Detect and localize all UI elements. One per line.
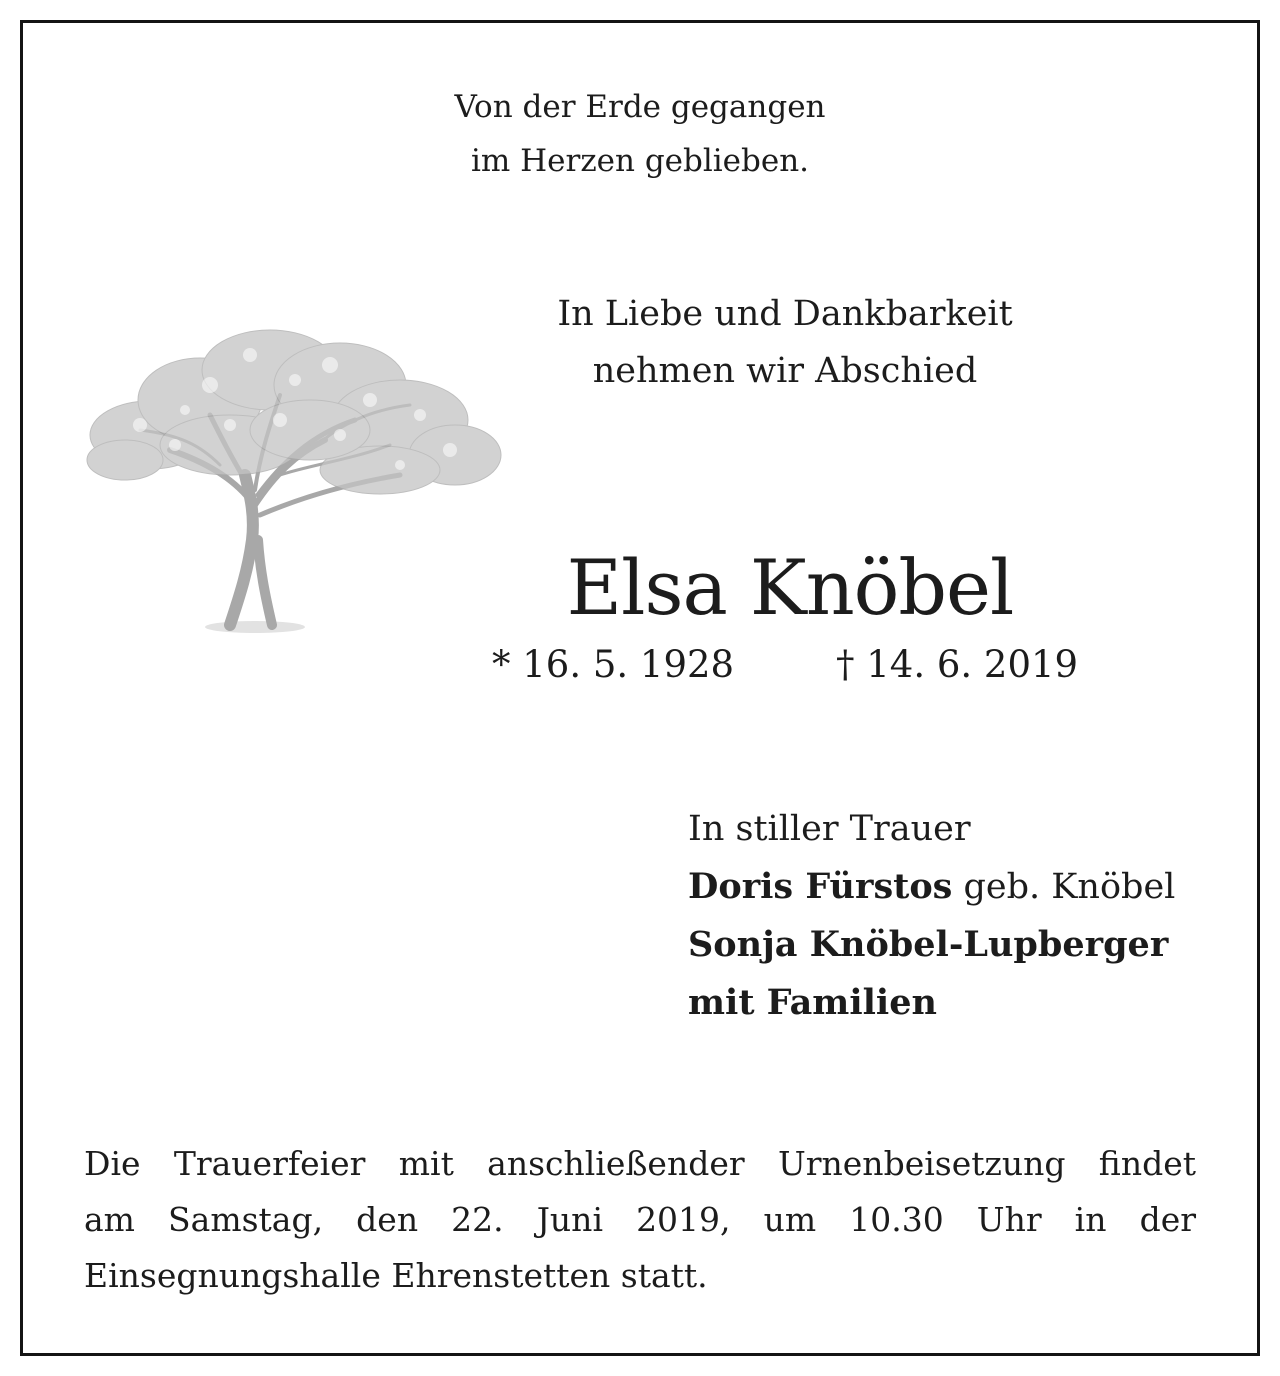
- ceremony-line-3: Einsegnungshalle Ehrenstetten statt.: [84, 1256, 708, 1295]
- mourners-block: [688, 800, 1175, 1032]
- mourner-2: Sonja Knöbel-Lupberger: [688, 924, 1169, 965]
- farewell-intro: [500, 286, 1070, 400]
- intro-line-2: nehmen wir Abschied: [592, 351, 978, 391]
- motto-line-1: Von der Erde gegangen: [454, 89, 826, 125]
- death-date: † 14. 6. 2019: [836, 643, 1079, 686]
- birth-date: * 16. 5. 1928: [492, 643, 735, 686]
- ceremony-notice: [84, 1136, 1196, 1304]
- ceremony-line-1: Die Trauerfeier mit anschließender Urnenbeisetzung findet: [84, 1144, 1196, 1183]
- tree-illustration-icon: [80, 325, 505, 645]
- mourner-1-suffix: geb. Knöbel: [952, 867, 1176, 907]
- intro-line-1: In Liebe und Dankbarkeit: [557, 294, 1013, 334]
- motto-line-2: im Herzen geblieben.: [470, 143, 810, 179]
- mourning-heading: In stiller Trauer: [688, 809, 971, 849]
- deceased-name: Elsa Knöbel: [566, 543, 1014, 632]
- ceremony-line-2: am Samstag, den 22. Juni 2019, um 10.30 Uhr in der: [84, 1200, 1196, 1239]
- mourner-families: mit Familien: [688, 982, 937, 1023]
- mourner-1: [688, 858, 1175, 916]
- mourner-1-name: Doris Fürstos: [688, 866, 953, 907]
- motto: [0, 80, 1280, 188]
